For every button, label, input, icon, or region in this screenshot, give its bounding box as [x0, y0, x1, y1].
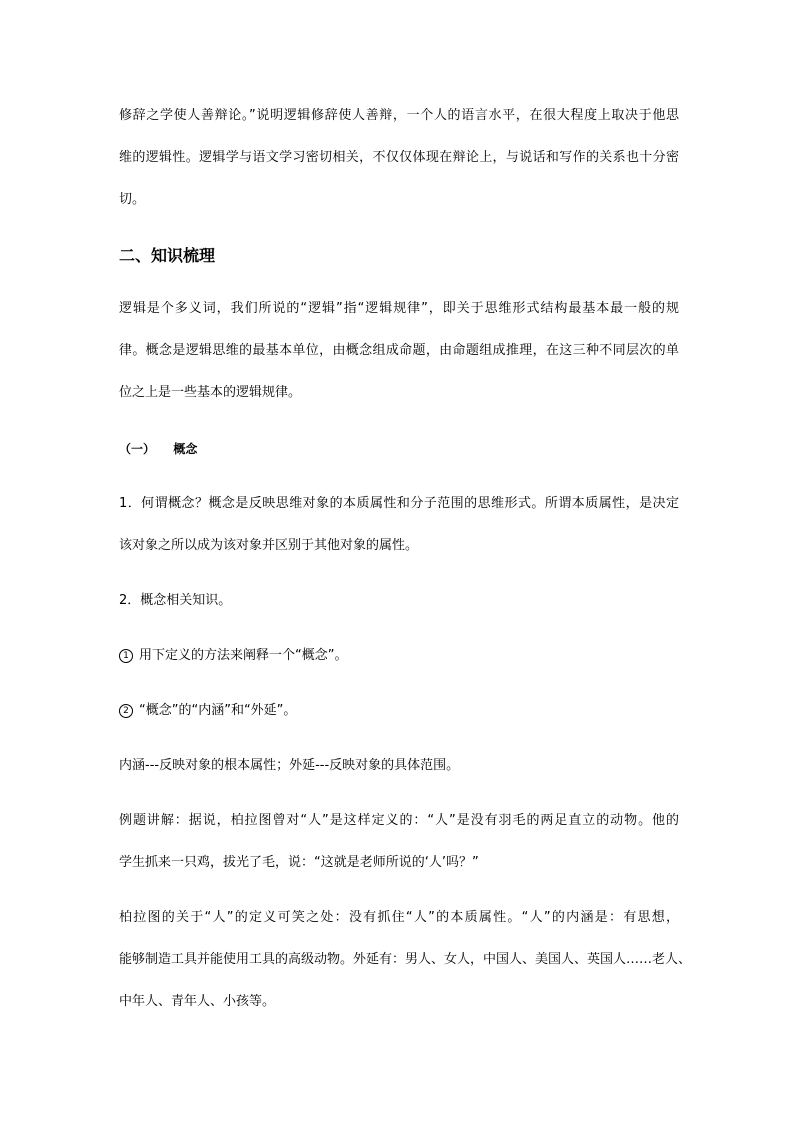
- analysis-line-1: 柏拉图的关于“人”的定义可笑之处：没有抓住“人”的本质属性。“人”的内涵是：有思想，: [119, 910, 679, 925]
- definition-line: 内涵---反映对象的根本属性；外延---反映对象的具体范围。: [119, 758, 460, 773]
- subsection-heading: [119, 441, 679, 457]
- circled-item-2: [119, 703, 679, 719]
- paragraph-2-line-1: 逻辑是个多义词，我们所说的“逻辑”指“逻辑规律”，即关于思维形式结构最基本最一般的规: [119, 301, 679, 316]
- example-line-2: 学生抓来一只鸡，拔光了毛，说：“这就是老师所说的‘人’吗？”: [119, 855, 479, 870]
- item-2: 2．概念相关知识。: [119, 593, 232, 608]
- circled-number-2-icon: 2: [119, 704, 133, 718]
- example-line-1: 例题讲解：据说，柏拉图曾对“人”是这样定义的：“人”是没有羽毛的两足直立的动物。他的: [119, 813, 679, 828]
- section-heading: 二、知识梳理: [119, 246, 216, 265]
- circled-number-1-icon: 1: [119, 649, 133, 663]
- subsection-number: （一）: [119, 442, 156, 456]
- analysis-line-2: 能够制造工具并能使用工具的高级动物。外延有：男人、女人，中国人、美国人、英国人……老人、: [119, 952, 692, 967]
- item-1-line-2: 该对象之所以成为该对象并区别于其他对象的属性。: [119, 538, 419, 553]
- subsection-title: 概念: [173, 442, 198, 456]
- paragraph-1-line-1: 修辞之学使人善辩论。”说明逻辑修辞使人善辩，一个人的语言水平，在很大程度上取决于他思: [119, 108, 679, 123]
- circled-item-2-text: “概念”的“内涵”和“外延”。: [139, 703, 297, 718]
- circled-item-1: [119, 648, 679, 664]
- circled-item-1-text: 用下定义的方法来阐释一个“概念”。: [139, 648, 348, 663]
- paragraph-2-line-2: 律。概念是逻辑思维的最基本单位，由概念组成命题，由命题组成推理，在这三种不同层次的单: [119, 343, 679, 358]
- paragraph-1-line-3: 切。: [119, 192, 146, 207]
- item-1-line-1: 1．何谓概念？概念是反映思维对象的本质属性和分子范围的思维形式。所谓本质属性，是决定: [119, 496, 679, 511]
- paragraph-2-line-3: 位之上是一些基本的逻辑规律。: [119, 385, 302, 400]
- paragraph-1-line-2: 维的逻辑性。逻辑学与语文学习密切相关，不仅仅体现在辩论上，与说话和写作的关系也十分密: [119, 150, 679, 165]
- analysis-line-3: 中年人、青年人、小孩等。: [119, 994, 276, 1009]
